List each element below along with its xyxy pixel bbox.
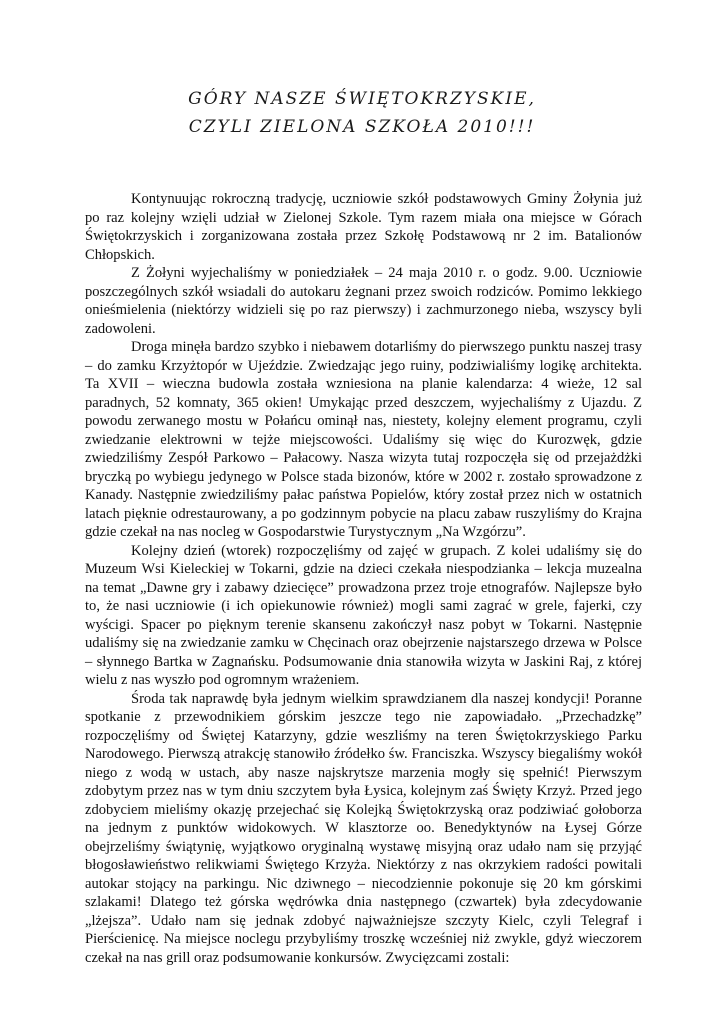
document-body xyxy=(85,190,642,967)
paragraph-tuesday: Kolejny dzień (wtorek) rozpoczęliśmy od zajęć w grupach. Z kolei udaliśmy się do Muzeum Wsi Kieleckiej w Tokarni, gdzie na dzieci czekała niespodzianka – lekcja muzealna na temat „Dawne gry i zabawy dziecięce” prowadzona przez troje etnografów. Najlepsze było to, że nasi uczniowie (i ich opiekunowie również) mogli sami zagrać w grele, fajerki, czy wyścigi. Spacer po pięknym terenie skansenu zakończył nasz pobyt w Tokarni. Następnie udaliśmy się na zwiedzanie zamku w Chęcinach oraz obejrzenie najstarszego drzewa w Polsce – słynnego Bartka w Zagnańsku. Podsumowanie dnia stanowiła wizyta w Jaskini Raj, z której wielu z nas wyszło pod ogromnym wrażeniem. xyxy=(85,542,642,688)
document-title-line-1: GÓRY NASZE ŚWIĘTOKRZYSKIE, xyxy=(188,89,536,109)
paragraph-intro: Kontynuując rokroczną tradycję, uczniowie szkół podstawowych Gminy Żołynia już po raz kolejny wzięli udział w Zielonej Szkole. Tym razem miała ona miejsce w Górach Świętokrzyskich i zorganizowana została przez Szkołę Podstawową nr 2 im. Batalionów Chłopskich. xyxy=(85,191,642,263)
paragraph-wednesday-thursday: Środa tak naprawdę była jednym wielkim sprawdzianem dla naszej kondycji! Poranne spotkanie z przewodnikiem górskim jeszcze tego nie zapowiadało. „Przechadzkę” rozpoczęliśmy od Świętej Katarzyny, gdzie weszliśmy na teren Świętokrzyskiego Parku Narodowego. Pierwszą atrakcję stanowiło źródełko św. Franciszka. Wszyscy biegaliśmy wokół niego z wodą w ustach, aby nasze najskrytsze marzenia mogły się spełnić! Pierwszym zdobytym przez nas w tym dniu szczytem była Łysica, kolejnym zaś Święty Krzyż. Przed jego zdobyciem mieliśmy okazję przejechać się Kolejką Świętokrzyską oraz podziwiać gołoborza na jednym z punktów widokowych. W klasztorze oo. Benedyktynów na Łysej Górze obejrzeliśmy świątynię, wyjątkowo oryginalną wystawę misyjną oraz udało nam się przyjąć błogosławieństwo relikwiami Świętego Krzyża. Niektórzy z nas okrzykiem radości powitali autokar stojący na parkingu. Nic dziwnego – niecodziennie pokonuje się 20 km górskimi szlakami! Dlatego też górska wędrówka dnia następnego (czwartek) była zdecydowanie „lżejsza”. Udało nam się jednak zdobyć najważniejsze szczyty Kielc, czyli Telegraf i Pierścienicę. Na miejsce noclegu przybyliśmy troszkę wcześniej niż zwykle, gdyż wieczorem czekał na nas grill oraz podsumowanie konkursów. Zwycięzcami zostali: xyxy=(85,690,642,966)
paragraph-monday-departure: Z Żołyni wyjechaliśmy w poniedziałek – 24 maja 2010 r. o godz. 9.00. Uczniowie poszczególnych szkół wsiadali do autokaru żegnani przez swoich rodziców. Pomimo lekkiego onieśmielenia (niektórzy widzieli się po raz pierwszy) i zachmurzonego nieba, wszyscy byli zadowoleni. xyxy=(85,265,642,337)
document-title-line-2: CZYLI ZIELONA SZKOŁA 2010!!! xyxy=(188,117,536,137)
paragraph-monday-trip: Droga minęła bardzo szybko i niebawem dotarliśmy do pierwszego punktu naszej trasy – do zamku Krzyżtopór w Ujeździe. Zwiedzając jego ruiny, podziwialiśmy logikę architekta. Ta XVII – wieczna budowla została wzniesiona na planie kalendarza: 4 wieże, 12 sal paradnych, 52 komnaty, 365 okien! Umykając przed deszczem, wyjechaliśmy z Ujazdu. Z powodu zerwanego mostu w Połańcu ominął nas, niestety, kolejny element programu, czyli zwiedzanie elektrowni w tejże miejscowości. Udaliśmy się więc do Kurozwęk, gdzie zwiedziliśmy Zespół Parkowo – Pałacowy. Nasza wizyta tutaj rozpoczęła się od przejażdżki bryczką po wybiegu jedynego w Polsce stada bizonów, które w 2002 r. zostało sprowadzone z Kanady. Następnie zwiedziliśmy pałac państwa Popielów, który został przez nich w ostatnich latach pięknie odrestaurowany, a po godzinnym pobycie na placu zabaw ruszyliśmy do Krajna gdzie czekał na nas nocleg w Gospodarstwie Turystycznym „Na Wzgórzu”. xyxy=(85,339,642,540)
